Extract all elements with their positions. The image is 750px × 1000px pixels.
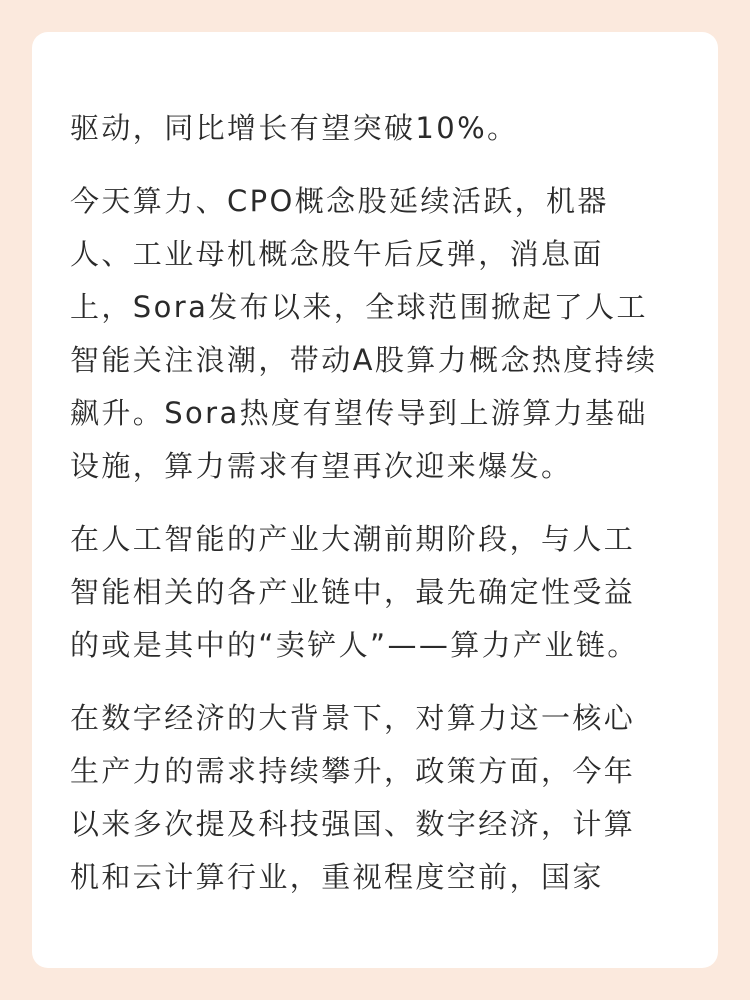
paragraph-3: 在人工智能的产业大潮前期阶段，与人工 智能相关的各产业链中，最先确定性受益 的或是其中的“卖铲人”——算力产业链。 xyxy=(70,522,639,662)
article-card xyxy=(32,32,718,968)
paragraph-4: 在数字经济的大背景下，对算力这一核心 生产力的需求持续攀升，政策方面，今年 以来多次提及科技强国、数字经济，计算 机和云计算行业，重视程度空前，国家 xyxy=(70,701,636,894)
paragraph-1: 驱动，同比增长有望突破10%。 xyxy=(70,111,519,145)
paragraph-2: 今天算力、CPO概念股延续活跃，机器 人、工业母机概念股午后反弹，消息面 上，Sora发布以来，全球范围掀起了人工 智能关注浪潮，带动A股算力概念热度持续 飙升。Sora热度有望传导到上游算力基础 设施，算力需求有望再次迎来爆发。 xyxy=(70,184,658,483)
